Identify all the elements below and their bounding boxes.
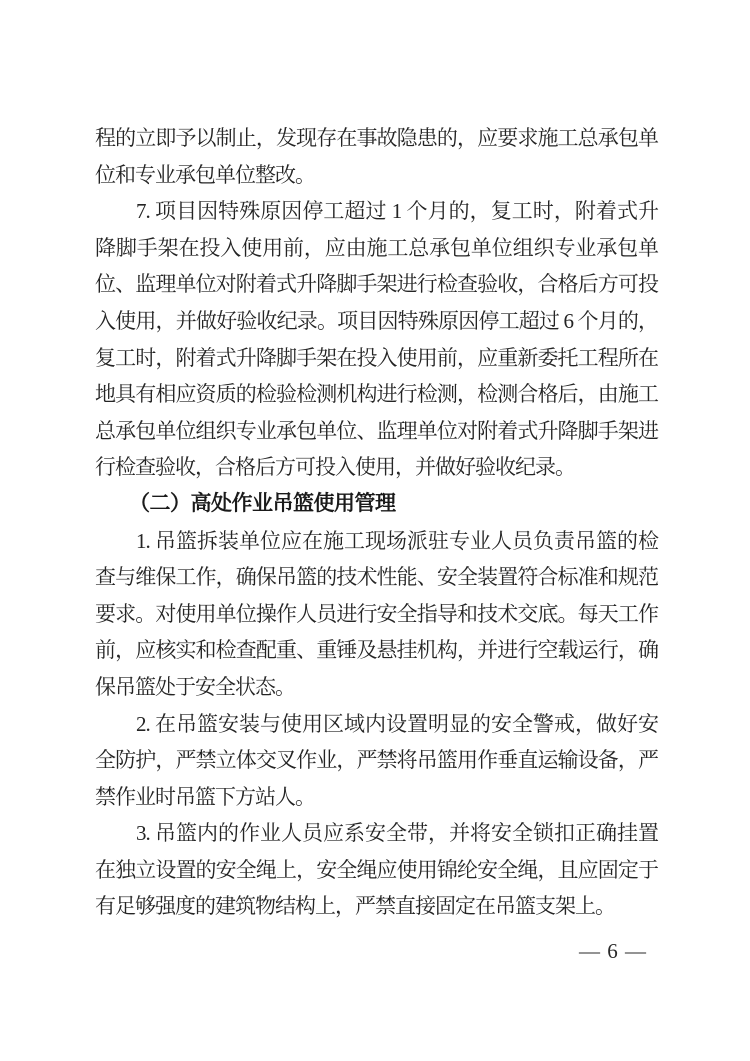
text-line: 全防护，严禁立体交叉作业，严禁将吊篮用作垂直运输设备，严 bbox=[95, 748, 658, 773]
text-line-item-2: 2. 在吊篮安装与使用区域内设置明显的安全警戒，做好安 bbox=[136, 711, 658, 736]
text-line: 程的立即予以制止，发现存在事故隐患的，应要求施工总承包单 bbox=[95, 126, 658, 150]
text-line: 地具有相应资质的检验检测机构进行检测，检测合格后，由施工 bbox=[95, 382, 658, 407]
text-line: 查与维保工作，确保吊篮的技术性能、安全装置符合标准和规范 bbox=[95, 565, 658, 590]
text-line: 复工时，附着式升降脚手架在投入使用前，应重新委托工程所在 bbox=[95, 345, 658, 370]
page-number: — 6 — bbox=[579, 939, 647, 963]
text-line: 前，应核实和检查配重、重锤及悬挂机构，并进行空载运行，确 bbox=[95, 638, 658, 663]
text-line: 位、监理单位对附着式升降脚手架进行检查验收，合格后方可投 bbox=[95, 272, 658, 297]
text-line-item-3: 3. 吊篮内的作业人员应系安全带，并将安全锁扣正确挂置 bbox=[136, 821, 658, 846]
text-line: 行检查验收，合格后方可投入使用，并做好验收纪录。 bbox=[95, 455, 575, 480]
text-line: 要求。对使用单位操作人员进行安全指导和技术交底。每天工作 bbox=[95, 601, 658, 626]
document-body bbox=[95, 120, 658, 925]
text-line-item-7: 7. 项目因特殊原因停工超过 1 个月的，复工时，附着式升 bbox=[136, 199, 658, 224]
text-line: 总承包单位组织专业承包单位、监理单位对附着式升降脚手架进 bbox=[95, 418, 658, 443]
text-line: 入使用，并做好验收纪录。项目因特殊原因停工超过 6 个月的， bbox=[95, 308, 658, 333]
text-line: 降脚手架在投入使用前，应由施工总承包单位组织专业承包单 bbox=[95, 235, 658, 260]
section-heading: （二）高处作业吊篮使用管理 bbox=[129, 491, 396, 515]
text-line: 在独立设置的安全绳上，安全绳应使用锦纶安全绳，且应固定于 bbox=[95, 857, 658, 882]
text-line: 保吊篮处于安全状态。 bbox=[95, 674, 295, 699]
text-line: 禁作业时吊篮下方站人。 bbox=[95, 784, 315, 809]
text-line: 有足够强度的建筑物结构上，严禁直接固定在吊篮支架上。 bbox=[95, 894, 615, 919]
text-line-item-1: 1. 吊篮拆装单位应在施工现场派驻专业人员负责吊篮的检 bbox=[136, 528, 658, 553]
text-line: 位和专业承包单位整改。 bbox=[95, 162, 315, 187]
